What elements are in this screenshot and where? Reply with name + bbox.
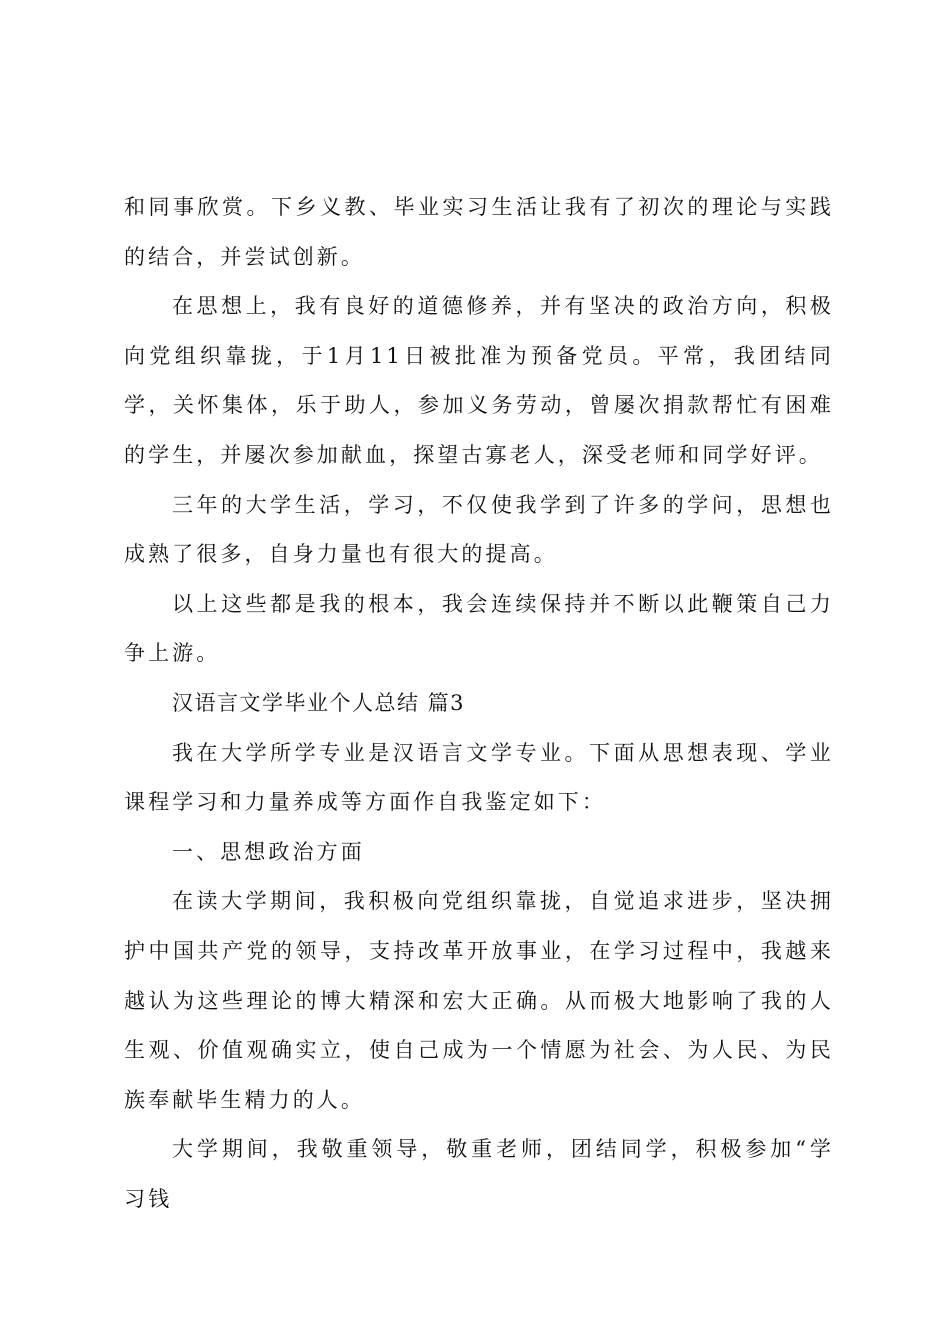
paragraph-conclusion: 以上这些都是我的根本，我会连续保持并不断以此鞭策自己力争上游。 xyxy=(124,591,834,666)
paragraph-intro: 我在大学所学专业是汉语言文学专业。下面从思想表现、学业课程学习和力量养成等方面作自我鉴定如下： xyxy=(124,740,834,815)
paragraph-continuation: 和同事欣赏。下乡义教、毕业实习生活让我有了初次的理论与实践的结合，并尝试创新。 xyxy=(124,195,834,269)
paragraph-ideology: 在思想上，我有良好的道德修养，并有坚决的政治方向，积极向党组织靠拢，于1月11日被批准为预备党员。平常，我团结同学，关怀集体，乐于助人，参加义务劳动，曾屡次捐款帮忙有困难的学生，并屡次参加献血，探望古寡老人，深受老师和同学好评。 xyxy=(124,294,834,467)
subsection-heading: 一、思想政治方面 xyxy=(172,839,365,864)
paragraph-college-life: 三年的大学生活，学习，不仅使我学到了许多的学问，思想也成熟了很多，自身力量也有很大的提高。 xyxy=(124,492,834,567)
paragraph-respect: 大学期间，我敬重领导，敬重老师，团结同学，积极参加“学习钱 xyxy=(124,1137,834,1211)
section-heading: 汉语言文学毕业个人总结 篇3 xyxy=(172,690,466,715)
paragraph-political: 在读大学期间，我积极向党组织靠拢，自觉追求进步，坚决拥护中国共产党的领导，支持改革开放事业，在学习过程中，我越来越认为这些理论的博大精深和宏大正确。从而极大地影响了我的人生观、价值观确实立，使自己成为一个情愿为社会、为人民、为民族奉献毕生精力的人。 xyxy=(124,889,834,1112)
document-body xyxy=(124,183,834,1224)
